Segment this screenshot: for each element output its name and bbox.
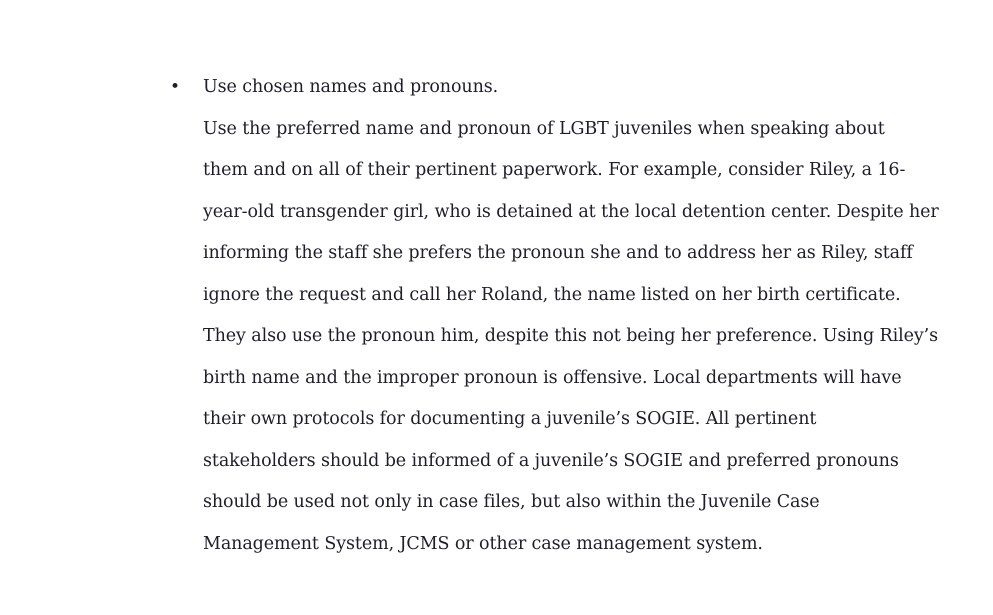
bullet-item-heading: Use chosen names and pronouns.	[203, 77, 499, 97]
body-line: They also use the pronoun him, despite this not being her preference. Using Riley’s	[203, 326, 938, 346]
body-line: birth name and the improper pronoun is offensive. Local departments will have	[203, 367, 902, 388]
body-line: ignore the request and call her Roland, the name listed on her birth certificate.	[203, 284, 901, 305]
body-line: Management System, JCMS or other case management system.	[203, 533, 763, 554]
body-line: should be used not only in case files, but also within the Juvenile Case	[203, 492, 820, 512]
bullet-item-heading-line	[170, 67, 963, 109]
body-line: their own protocols for documenting a juvenile’s SOGIE. All pertinent	[203, 409, 817, 429]
bullet-icon: •	[170, 77, 180, 97]
body-line: year-old transgender girl, who is detained at the local detention center. Despite her	[203, 201, 939, 222]
body-line: informing the staff she prefers the pronoun she and to address her as Riley, staff	[203, 243, 913, 263]
body-line: stakeholders should be informed of a juvenile’s SOGIE and preferred pronouns	[203, 450, 899, 471]
bullet-list-item	[170, 67, 963, 565]
body-line: them and on all of their pertinent paperwork. For example, consider Riley, a 16-	[203, 160, 906, 180]
body-line: Use the preferred name and pronoun of LGBT juveniles when speaking about	[203, 118, 885, 139]
